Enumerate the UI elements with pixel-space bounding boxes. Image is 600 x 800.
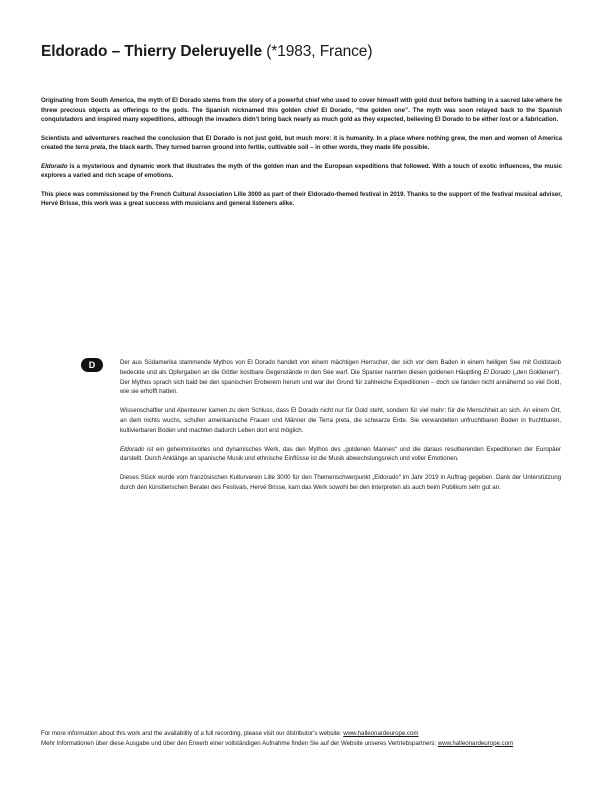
work-name-italic: Eldorado [41,162,68,170]
footer-english: For more information about this work and the availability of a full recording, please visit our distributor’s website: www.halleonardeurope.com [41,730,419,737]
english-paragraph-2: Scientists and adventurers reached the conclusion that El Dorado is not just gold, but much more: it is humanity. In a place where nothing grew, the men and women of America created the terra preta, the black earth. They turned barren ground into fertile, cultivable soil – in other words, they made life possible. [41,134,562,152]
german-paragraph-4: Dieses Stück wurde vom französischen Kulturverein Lille 3000 für den Themenschwerpunkt „Eldorado“ im Jahr 2019 in Auftrag gegeben. Dank der Unterstützung durch den künstlerischen Berater des Festivals, Hervé Brisse, kam das Werk sowohl bei den Interpreten als auch beim Publikum sehr gut an. [120,474,561,491]
english-paragraph-3: Eldorado is a mysterious and dynamic work that illustrates the myth of the golden man and the European expeditions that followed. With a touch of exotic influences, the music explores a varied and rich scape of emotions. [41,162,562,180]
page-title [41,43,372,61]
distributor-link-en[interactable]: www.halleonardeurope.com [343,730,419,737]
distributor-link-de[interactable]: www.halleonardeurope.com [437,739,514,747]
english-paragraph-4: This piece was commissioned by the French Cultural Association Lille 3000 as part of their Eldorado-themed festival in 2019. Thanks to the support of the festival musical adviser, Hervé Brisse, this work was a great success with musicians and general listeners alike. [41,190,562,208]
work-name-italic-de: Eldorado [120,445,145,453]
language-badge-de: D [81,358,103,372]
work-title: Eldorado – Thierry Deleruyelle [41,43,262,60]
german-paragraph-1: Der aus Südamerika stammende Mythos von El Dorado handelt von einem mächtigen Herrscher, der sich vor dem Baden in einem heiligen See mit Goldstaub bedeckte und als Opfergaben an die Götter kostbare Gegenstände in den See warf. Die Spanier nannten diesen goldenen Häuptling El Dorado („den Goldenen“). Der Mythos sprach sich bald bei den spanischen Eroberern herum und war der Grund für zahlreiche Expeditionen – doch sie fanden nicht annähernd so viel Gold, wie sie erhofft hatten. [120,359,561,396]
german-paragraph-3: Eldorado ist ein geheimnisvolles und dynamisches Werk, das den Mythos des „goldenen Mannes“ und die daraus resultierenden Expeditionen der Europäer darstellt. Durch Anklänge an spanische Musik und ethnische Einflüsse ist die Musik abwechslungsreich und voller Emotionen. [120,445,561,463]
el-dorado-italic: El Dorado [483,368,511,376]
german-paragraph-2: Wissenschaftler und Abenteurer kamen zu dem Schluss, dass El Dorado nicht nur für Gold steht, sondern für viel mehr: für die Menschheit an sich. An einem Ort, an dem nichts wuchs, schufen amerikanische Frauen und Männer die Terra preta, die schwarze Erde. Sie verwandelten unfruchtbaren Boden in fruchtbaren, kultivierbaren Boden und machten dadurch Leben dort erst möglich. [120,407,561,434]
german-section [120,358,561,502]
english-section [41,96,562,218]
footer-german: Mehr Informationen über diese Ausgabe und über den Erwerb einer vollständigen Aufnahme finden Sie auf der Website unseres Vertriebspartners: www.halleonardeurope.com [41,739,514,747]
footer [41,729,562,748]
composer-info: (*1983, France) [266,43,373,60]
terra-preta-term: terra preta [75,144,106,152]
english-paragraph-1: Originating from South America, the myth of El Dorado stems from the story of a powerful chief who used to cover himself with gold dust before bathing in a sacred lake where he threw precious objects as offerings to the gods. The Spanish nicknamed this golden chief El Dorado, “the golden one”. The myth was soon relayed back to the Spanish conquistadors and inspired many expeditions, although the invaders didn’t bring back nearly as much gold as they expected, believing El Dorado to be either lost or a fabrication. [41,97,562,124]
